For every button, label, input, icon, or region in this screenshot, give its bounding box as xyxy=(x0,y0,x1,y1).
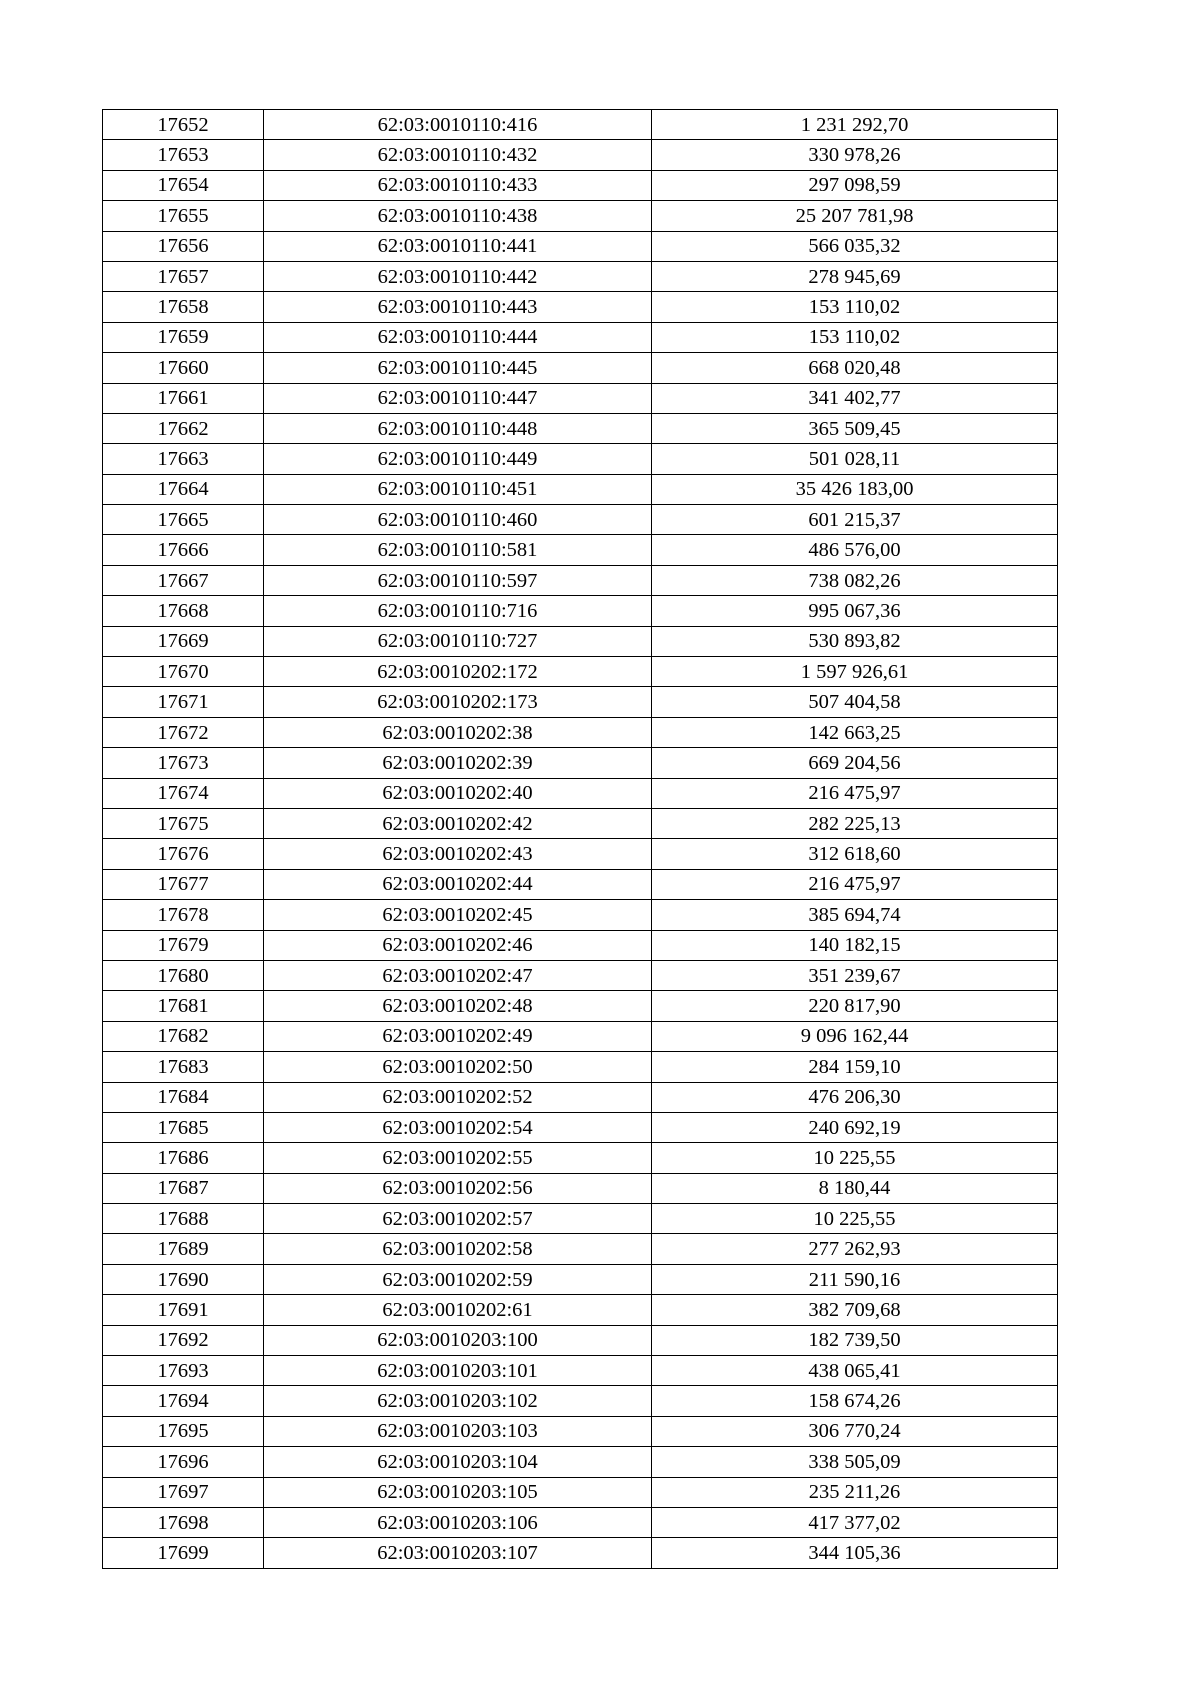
cadastral-value-cell: 235 211,26 xyxy=(652,1477,1058,1507)
cadastral-number-cell: 62:03:0010203:107 xyxy=(264,1538,652,1568)
table-row xyxy=(103,1507,1058,1537)
row-number-cell: 17698 xyxy=(103,1507,264,1537)
cadastral-number-cell: 62:03:0010202:59 xyxy=(264,1264,652,1294)
table-row xyxy=(103,140,1058,170)
table-row xyxy=(103,778,1058,808)
cadastral-value-cell: 211 590,16 xyxy=(652,1264,1058,1294)
cadastral-number-cell: 62:03:0010202:38 xyxy=(264,717,652,747)
cadastral-value-cell: 385 694,74 xyxy=(652,900,1058,930)
cadastral-value-table xyxy=(102,109,1058,1569)
cadastral-value-cell: 278 945,69 xyxy=(652,261,1058,291)
row-number-cell: 17657 xyxy=(103,261,264,291)
row-number-cell: 17661 xyxy=(103,383,264,413)
cadastral-value-cell: 507 404,58 xyxy=(652,687,1058,717)
table-row xyxy=(103,413,1058,443)
row-number-cell: 17685 xyxy=(103,1112,264,1142)
cadastral-value-cell: 216 475,97 xyxy=(652,869,1058,899)
row-number-cell: 17654 xyxy=(103,170,264,200)
table-row xyxy=(103,1386,1058,1416)
table-row xyxy=(103,474,1058,504)
cadastral-number-cell: 62:03:0010110:438 xyxy=(264,201,652,231)
table-row xyxy=(103,1356,1058,1386)
cadastral-number-cell: 62:03:0010203:104 xyxy=(264,1447,652,1477)
cadastral-number-cell: 62:03:0010202:44 xyxy=(264,869,652,899)
cadastral-value-cell: 668 020,48 xyxy=(652,353,1058,383)
row-number-cell: 17695 xyxy=(103,1416,264,1446)
table-row xyxy=(103,1477,1058,1507)
table-row xyxy=(103,1143,1058,1173)
row-number-cell: 17683 xyxy=(103,1052,264,1082)
row-number-cell: 17673 xyxy=(103,748,264,778)
cadastral-number-cell: 62:03:0010203:101 xyxy=(264,1356,652,1386)
cadastral-number-cell: 62:03:0010110:449 xyxy=(264,444,652,474)
cadastral-number-cell: 62:03:0010202:49 xyxy=(264,1021,652,1051)
cadastral-number-cell: 62:03:0010110:442 xyxy=(264,261,652,291)
row-number-cell: 17667 xyxy=(103,565,264,595)
cadastral-value-cell: 153 110,02 xyxy=(652,292,1058,322)
cadastral-number-cell: 62:03:0010202:48 xyxy=(264,991,652,1021)
cadastral-value-cell: 338 505,09 xyxy=(652,1447,1058,1477)
cadastral-number-cell: 62:03:0010202:56 xyxy=(264,1173,652,1203)
row-number-cell: 17656 xyxy=(103,231,264,261)
cadastral-number-cell: 62:03:0010202:39 xyxy=(264,748,652,778)
table-row xyxy=(103,717,1058,747)
cadastral-number-cell: 62:03:0010110:447 xyxy=(264,383,652,413)
cadastral-number-cell: 62:03:0010202:58 xyxy=(264,1234,652,1264)
cadastral-value-cell: 417 377,02 xyxy=(652,1507,1058,1537)
row-number-cell: 17672 xyxy=(103,717,264,747)
cadastral-value-cell: 1 231 292,70 xyxy=(652,110,1058,140)
cadastral-value-cell: 382 709,68 xyxy=(652,1295,1058,1325)
cadastral-number-cell: 62:03:0010110:581 xyxy=(264,535,652,565)
cadastral-number-cell: 62:03:0010110:716 xyxy=(264,596,652,626)
cadastral-value-cell: 158 674,26 xyxy=(652,1386,1058,1416)
cadastral-number-cell: 62:03:0010110:443 xyxy=(264,292,652,322)
row-number-cell: 17655 xyxy=(103,201,264,231)
table-row xyxy=(103,930,1058,960)
row-number-cell: 17665 xyxy=(103,505,264,535)
table-row xyxy=(103,960,1058,990)
row-number-cell: 17694 xyxy=(103,1386,264,1416)
cadastral-value-cell: 297 098,59 xyxy=(652,170,1058,200)
cadastral-number-cell: 62:03:0010110:433 xyxy=(264,170,652,200)
cadastral-value-cell: 566 035,32 xyxy=(652,231,1058,261)
cadastral-value-cell: 530 893,82 xyxy=(652,626,1058,656)
row-number-cell: 17653 xyxy=(103,140,264,170)
cadastral-number-cell: 62:03:0010110:448 xyxy=(264,413,652,443)
row-number-cell: 17684 xyxy=(103,1082,264,1112)
table-row xyxy=(103,383,1058,413)
cadastral-number-cell: 62:03:0010110:727 xyxy=(264,626,652,656)
cadastral-number-cell: 62:03:0010110:451 xyxy=(264,474,652,504)
cadastral-value-cell: 330 978,26 xyxy=(652,140,1058,170)
table-row xyxy=(103,687,1058,717)
cadastral-value-cell: 1 597 926,61 xyxy=(652,657,1058,687)
cadastral-value-cell: 501 028,11 xyxy=(652,444,1058,474)
cadastral-number-cell: 62:03:0010202:43 xyxy=(264,839,652,869)
cadastral-value-cell: 351 239,67 xyxy=(652,960,1058,990)
table-row xyxy=(103,565,1058,595)
row-number-cell: 17660 xyxy=(103,353,264,383)
cadastral-number-cell: 62:03:0010202:172 xyxy=(264,657,652,687)
cadastral-value-cell: 216 475,97 xyxy=(652,778,1058,808)
table-row xyxy=(103,535,1058,565)
cadastral-value-cell: 995 067,36 xyxy=(652,596,1058,626)
cadastral-value-cell: 282 225,13 xyxy=(652,808,1058,838)
table-row xyxy=(103,808,1058,838)
table-row xyxy=(103,657,1058,687)
table-row xyxy=(103,1447,1058,1477)
table-row xyxy=(103,110,1058,140)
cadastral-number-cell: 62:03:0010110:597 xyxy=(264,565,652,595)
cadastral-number-cell: 62:03:0010202:54 xyxy=(264,1112,652,1142)
table-row xyxy=(103,353,1058,383)
cadastral-value-cell: 182 739,50 xyxy=(652,1325,1058,1355)
cadastral-number-cell: 62:03:0010202:50 xyxy=(264,1052,652,1082)
table-row xyxy=(103,444,1058,474)
cadastral-value-cell: 277 262,93 xyxy=(652,1234,1058,1264)
cadastral-value-cell: 284 159,10 xyxy=(652,1052,1058,1082)
cadastral-value-cell: 312 618,60 xyxy=(652,839,1058,869)
table-row xyxy=(103,201,1058,231)
cadastral-value-cell: 240 692,19 xyxy=(652,1112,1058,1142)
table-row xyxy=(103,1234,1058,1264)
cadastral-value-cell: 306 770,24 xyxy=(652,1416,1058,1446)
row-number-cell: 17699 xyxy=(103,1538,264,1568)
row-number-cell: 17670 xyxy=(103,657,264,687)
row-number-cell: 17664 xyxy=(103,474,264,504)
table-row xyxy=(103,1538,1058,1568)
row-number-cell: 17674 xyxy=(103,778,264,808)
cadastral-number-cell: 62:03:0010110:416 xyxy=(264,110,652,140)
table-row xyxy=(103,596,1058,626)
cadastral-number-cell: 62:03:0010202:52 xyxy=(264,1082,652,1112)
cadastral-number-cell: 62:03:0010202:57 xyxy=(264,1204,652,1234)
cadastral-number-cell: 62:03:0010202:173 xyxy=(264,687,652,717)
cadastral-value-cell: 10 225,55 xyxy=(652,1204,1058,1234)
row-number-cell: 17687 xyxy=(103,1173,264,1203)
cadastral-number-cell: 62:03:0010110:460 xyxy=(264,505,652,535)
row-number-cell: 17663 xyxy=(103,444,264,474)
cadastral-value-cell: 738 082,26 xyxy=(652,565,1058,595)
row-number-cell: 17658 xyxy=(103,292,264,322)
cadastral-value-cell: 220 817,90 xyxy=(652,991,1058,1021)
table-row xyxy=(103,292,1058,322)
table-row xyxy=(103,900,1058,930)
cadastral-number-cell: 62:03:0010110:441 xyxy=(264,231,652,261)
cadastral-number-cell: 62:03:0010202:61 xyxy=(264,1295,652,1325)
table-row xyxy=(103,1295,1058,1325)
table-row xyxy=(103,991,1058,1021)
cadastral-value-cell: 153 110,02 xyxy=(652,322,1058,352)
cadastral-number-cell: 62:03:0010203:102 xyxy=(264,1386,652,1416)
table-row xyxy=(103,869,1058,899)
cadastral-value-cell: 8 180,44 xyxy=(652,1173,1058,1203)
table-row xyxy=(103,1264,1058,1294)
row-number-cell: 17692 xyxy=(103,1325,264,1355)
cadastral-number-cell: 62:03:0010110:444 xyxy=(264,322,652,352)
cadastral-number-cell: 62:03:0010110:432 xyxy=(264,140,652,170)
cadastral-number-cell: 62:03:0010202:46 xyxy=(264,930,652,960)
table-row xyxy=(103,626,1058,656)
row-number-cell: 17689 xyxy=(103,1234,264,1264)
row-number-cell: 17691 xyxy=(103,1295,264,1325)
cadastral-value-cell: 669 204,56 xyxy=(652,748,1058,778)
table-row xyxy=(103,1082,1058,1112)
cadastral-value-cell: 25 207 781,98 xyxy=(652,201,1058,231)
table-body xyxy=(103,110,1058,1569)
cadastral-number-cell: 62:03:0010203:100 xyxy=(264,1325,652,1355)
cadastral-number-cell: 62:03:0010202:55 xyxy=(264,1143,652,1173)
cadastral-number-cell: 62:03:0010202:47 xyxy=(264,960,652,990)
row-number-cell: 17677 xyxy=(103,869,264,899)
row-number-cell: 17681 xyxy=(103,991,264,1021)
cadastral-number-cell: 62:03:0010202:40 xyxy=(264,778,652,808)
row-number-cell: 17659 xyxy=(103,322,264,352)
row-number-cell: 17690 xyxy=(103,1264,264,1294)
table-row xyxy=(103,231,1058,261)
cadastral-value-cell: 341 402,77 xyxy=(652,383,1058,413)
cadastral-number-cell: 62:03:0010203:106 xyxy=(264,1507,652,1537)
row-number-cell: 17680 xyxy=(103,960,264,990)
table-row xyxy=(103,1052,1058,1082)
table-row xyxy=(103,170,1058,200)
cadastral-value-cell: 438 065,41 xyxy=(652,1356,1058,1386)
cadastral-value-cell: 476 206,30 xyxy=(652,1082,1058,1112)
row-number-cell: 17679 xyxy=(103,930,264,960)
row-number-cell: 17686 xyxy=(103,1143,264,1173)
row-number-cell: 17693 xyxy=(103,1356,264,1386)
table-row xyxy=(103,1173,1058,1203)
cadastral-number-cell: 62:03:0010202:42 xyxy=(264,808,652,838)
table-row xyxy=(103,322,1058,352)
row-number-cell: 17652 xyxy=(103,110,264,140)
cadastral-value-cell: 601 215,37 xyxy=(652,505,1058,535)
row-number-cell: 17696 xyxy=(103,1447,264,1477)
row-number-cell: 17669 xyxy=(103,626,264,656)
table-row xyxy=(103,1325,1058,1355)
row-number-cell: 17697 xyxy=(103,1477,264,1507)
table-row xyxy=(103,748,1058,778)
table-row xyxy=(103,1021,1058,1051)
cadastral-value-cell: 9 096 162,44 xyxy=(652,1021,1058,1051)
cadastral-value-cell: 365 509,45 xyxy=(652,413,1058,443)
cadastral-value-cell: 140 182,15 xyxy=(652,930,1058,960)
table-row xyxy=(103,261,1058,291)
cadastral-value-cell: 10 225,55 xyxy=(652,1143,1058,1173)
row-number-cell: 17666 xyxy=(103,535,264,565)
table-row xyxy=(103,1204,1058,1234)
cadastral-number-cell: 62:03:0010203:105 xyxy=(264,1477,652,1507)
cadastral-number-cell: 62:03:0010203:103 xyxy=(264,1416,652,1446)
row-number-cell: 17688 xyxy=(103,1204,264,1234)
row-number-cell: 17668 xyxy=(103,596,264,626)
row-number-cell: 17662 xyxy=(103,413,264,443)
table-row xyxy=(103,1112,1058,1142)
cadastral-number-cell: 62:03:0010110:445 xyxy=(264,353,652,383)
cadastral-value-cell: 344 105,36 xyxy=(652,1538,1058,1568)
cadastral-value-cell: 142 663,25 xyxy=(652,717,1058,747)
table-row xyxy=(103,839,1058,869)
cadastral-value-cell: 486 576,00 xyxy=(652,535,1058,565)
row-number-cell: 17678 xyxy=(103,900,264,930)
cadastral-number-cell: 62:03:0010202:45 xyxy=(264,900,652,930)
row-number-cell: 17671 xyxy=(103,687,264,717)
cadastral-value-cell: 35 426 183,00 xyxy=(652,474,1058,504)
row-number-cell: 17682 xyxy=(103,1021,264,1051)
row-number-cell: 17676 xyxy=(103,839,264,869)
table-row xyxy=(103,1416,1058,1446)
table-row xyxy=(103,505,1058,535)
row-number-cell: 17675 xyxy=(103,808,264,838)
